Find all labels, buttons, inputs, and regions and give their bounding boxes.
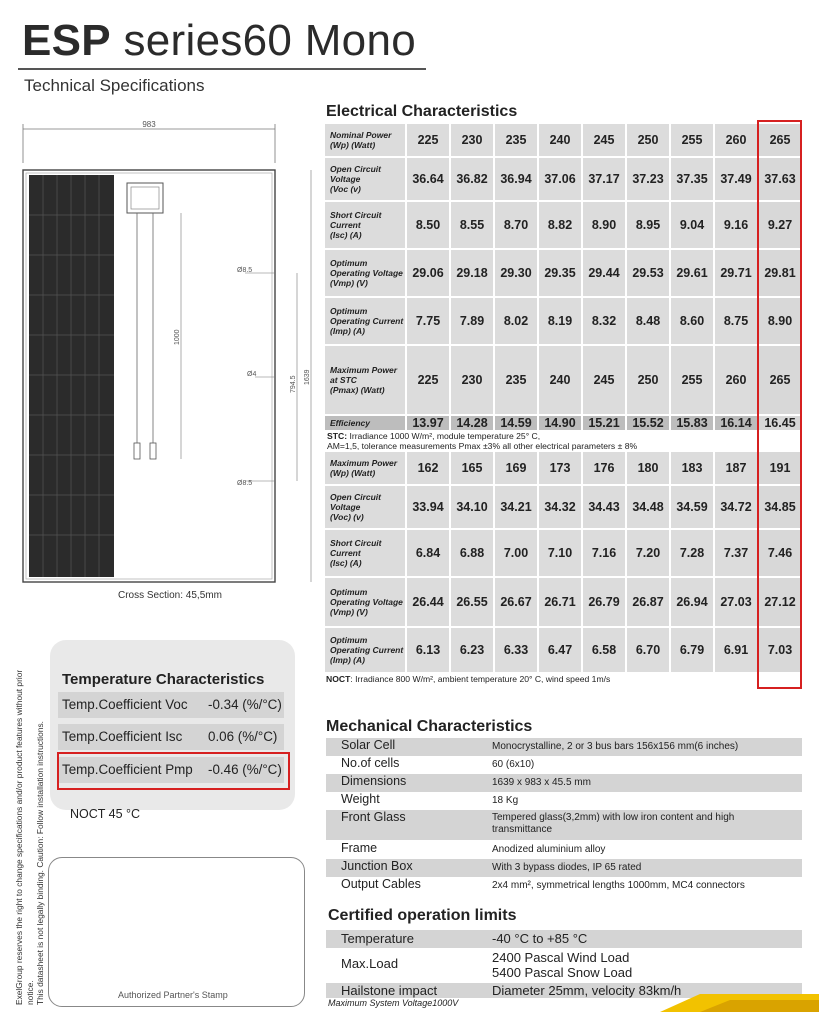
value-cell: 169 xyxy=(495,452,539,486)
value-cell: 7.03 xyxy=(759,628,803,674)
value-cell: 27.12 xyxy=(759,578,803,628)
row-label-line: Maximum Power xyxy=(330,458,398,468)
value-cell: 260 xyxy=(715,124,759,158)
value-cell: 230 xyxy=(451,346,495,416)
temp-label: Temp.Coefficient Voc xyxy=(62,697,188,712)
value-cell: 173 xyxy=(539,452,583,486)
limit-row-maxload xyxy=(326,950,802,982)
value-cell: 26.71 xyxy=(539,578,583,628)
value-cell: 34.32 xyxy=(539,486,583,530)
value-cell: 8.48 xyxy=(627,298,671,346)
stc-row xyxy=(325,202,803,250)
mech-row xyxy=(326,877,802,893)
value-cell: 8.70 xyxy=(495,202,539,250)
value-cell: 183 xyxy=(671,452,715,486)
temperature-title: Temperature Characteristics xyxy=(62,671,265,688)
corner-accent xyxy=(640,994,819,1012)
row-label-line: (Wp) (Watt) xyxy=(330,140,376,150)
hole-label-mid: Ø4 xyxy=(247,371,257,378)
mech-value: Anodized aluminium alloy xyxy=(492,844,606,855)
row-label-line: (Isc) (A) xyxy=(330,230,362,240)
row-label-line: Operating Voltage xyxy=(330,597,403,607)
temp-row-voc xyxy=(58,692,284,718)
value-cell: 8.75 xyxy=(715,298,759,346)
partner-stamp-label: Authorized Partner's Stamp xyxy=(118,990,228,1000)
mech-row xyxy=(326,774,802,792)
value-cell: 37.49 xyxy=(715,158,759,202)
max-system-voltage: Maximum System Voltage1000V xyxy=(328,998,459,1008)
mech-row xyxy=(326,792,802,810)
temp-value: 0.06 (%/°C) xyxy=(208,729,278,744)
stc-note-bold: STC: xyxy=(327,431,348,441)
value-cell: 260 xyxy=(715,346,759,416)
row-label-line: Voltage xyxy=(330,502,361,512)
noct-row xyxy=(325,486,803,530)
temp-label: Temp.Coefficient Isc xyxy=(62,729,183,744)
value-cell: 34.43 xyxy=(583,486,627,530)
value-cell: 36.94 xyxy=(495,158,539,202)
value-cell: 6.23 xyxy=(451,628,495,674)
mech-row xyxy=(326,756,802,774)
value-cell: 187 xyxy=(715,452,759,486)
value-cell: 8.90 xyxy=(583,202,627,250)
value-cell: 7.46 xyxy=(759,530,803,578)
pmp-highlight-box xyxy=(57,752,290,790)
module-drawing xyxy=(15,115,315,620)
value-cell: 8.82 xyxy=(539,202,583,250)
value-cell: 34.85 xyxy=(759,486,803,530)
stc-row xyxy=(325,416,803,432)
value-cell: 176 xyxy=(583,452,627,486)
electrical-stc-table xyxy=(325,124,803,432)
stc-row xyxy=(325,124,803,158)
value-cell: 6.91 xyxy=(715,628,759,674)
row-label-line: Operating Current xyxy=(330,316,404,326)
value-cell: 26.67 xyxy=(495,578,539,628)
hole-label-top: Ø8.5 xyxy=(237,267,253,274)
value-cell: 8.50 xyxy=(407,202,451,250)
value-cell: 14.28 xyxy=(451,416,495,432)
value-cell: 8.90 xyxy=(759,298,803,346)
value-cell: 255 xyxy=(671,346,715,416)
value-cell: 15.21 xyxy=(583,416,627,432)
mech-value: 60 (6x10) xyxy=(492,759,535,770)
value-cell: 225 xyxy=(407,124,451,158)
row-label-line: Voltage xyxy=(330,174,361,184)
noct-note-text: : Irradiance 800 W/m², ambient temperature 20° C, wind speed 1m/s xyxy=(350,674,611,684)
value-cell: 33.94 xyxy=(407,486,451,530)
limit-value: Diameter 25mm, velocity 83km/h xyxy=(492,983,682,998)
row-label xyxy=(325,124,407,158)
mech-value: 2x4 mm², symmetrical lengths 1000mm, MC4 connectors xyxy=(492,880,745,891)
value-cell: 7.28 xyxy=(671,530,715,578)
limit-key: Hailstone impact xyxy=(341,983,438,998)
row-label xyxy=(325,298,407,346)
value-cell: 7.10 xyxy=(539,530,583,578)
value-cell: 7.20 xyxy=(627,530,671,578)
stc-row xyxy=(325,250,803,298)
row-label-line: Optimum xyxy=(330,635,368,645)
value-cell: 265 xyxy=(759,346,803,416)
limits-title: Certified operation limits xyxy=(328,907,517,924)
row-label-line: Current xyxy=(330,220,361,230)
row-label-line: (Voc) (v) xyxy=(330,512,364,522)
title-divider xyxy=(18,68,426,70)
value-cell: 15.83 xyxy=(671,416,715,432)
disclaimer-line-1: ExelGroup reserves the right to change specifications and/or product features without prior notice. xyxy=(14,669,35,1005)
value-cell: 165 xyxy=(451,452,495,486)
mech-key: Output Cables xyxy=(341,877,421,891)
mech-key: No.of cells xyxy=(341,756,400,770)
value-cell: 7.75 xyxy=(407,298,451,346)
row-label-line: (Voc (v) xyxy=(330,184,361,194)
value-cell: 235 xyxy=(495,124,539,158)
row-label-line: Operating Current xyxy=(330,645,404,655)
mech-row xyxy=(326,841,802,859)
value-cell: 14.59 xyxy=(495,416,539,432)
limit-row-temperature xyxy=(326,930,802,948)
mech-row xyxy=(326,738,802,756)
stc-note xyxy=(327,431,707,451)
value-cell: 235 xyxy=(495,346,539,416)
row-label-line: Optimum xyxy=(330,306,368,316)
mech-value: 18 Kg xyxy=(492,795,519,806)
stc-row xyxy=(325,298,803,346)
value-cell: 9.04 xyxy=(671,202,715,250)
value-cell: 7.16 xyxy=(583,530,627,578)
value-cell: 6.47 xyxy=(539,628,583,674)
cable-dimension: 1000 xyxy=(174,329,181,345)
row-label-line: Optimum xyxy=(330,587,368,597)
value-cell: 9.16 xyxy=(715,202,759,250)
value-cell: 8.02 xyxy=(495,298,539,346)
mech-key: Dimensions xyxy=(341,774,407,788)
row-label-line: (Pmax) (Watt) xyxy=(330,385,385,395)
value-cell: 255 xyxy=(671,124,715,158)
width-dimension: 983 xyxy=(142,120,156,129)
mech-value: Monocrystalline, 2 or 3 bus bars 156x156 mm(6 inches) xyxy=(492,741,739,752)
brand-name: ESP xyxy=(22,16,111,65)
value-cell: 29.30 xyxy=(495,250,539,298)
value-cell: 240 xyxy=(539,346,583,416)
value-cell: 14.90 xyxy=(539,416,583,432)
row-label-line: at STC xyxy=(330,375,357,385)
value-cell: 29.06 xyxy=(407,250,451,298)
page-subtitle: Technical Specifications xyxy=(24,76,205,95)
value-cell: 34.21 xyxy=(495,486,539,530)
value-cell: 29.18 xyxy=(451,250,495,298)
value-cell: 36.64 xyxy=(407,158,451,202)
value-cell: 29.53 xyxy=(627,250,671,298)
value-cell: 9.27 xyxy=(759,202,803,250)
265w-column-highlight xyxy=(757,120,802,689)
row-label-line: Current xyxy=(330,548,361,558)
product-title xyxy=(22,16,416,66)
value-cell: 26.94 xyxy=(671,578,715,628)
row-label-line: (Wp) (Watt) xyxy=(330,468,376,478)
value-cell: 26.55 xyxy=(451,578,495,628)
value-cell: 26.79 xyxy=(583,578,627,628)
value-cell: 16.45 xyxy=(759,416,803,432)
value-cell: 34.10 xyxy=(451,486,495,530)
value-cell: 162 xyxy=(407,452,451,486)
value-cell: 230 xyxy=(451,124,495,158)
value-cell: 6.13 xyxy=(407,628,451,674)
value-cell: 180 xyxy=(627,452,671,486)
stc-row xyxy=(325,346,803,416)
value-cell: 37.06 xyxy=(539,158,583,202)
disclaimer-note xyxy=(14,645,46,1005)
row-label-line: Maximum Power xyxy=(330,365,398,375)
value-cell: 6.79 xyxy=(671,628,715,674)
noct-row xyxy=(325,578,803,628)
value-cell: 250 xyxy=(627,346,671,416)
row-label-line: Operating Voltage xyxy=(330,268,403,278)
mech-row xyxy=(326,859,802,877)
electrical-noct-table xyxy=(325,452,803,674)
hole-label-bottom: Ø8.5 xyxy=(237,480,253,487)
temp-value: -0.34 (%/°C) xyxy=(208,697,282,712)
value-cell: 37.35 xyxy=(671,158,715,202)
row-label xyxy=(325,346,407,416)
value-cell: 37.17 xyxy=(583,158,627,202)
value-cell: 29.44 xyxy=(583,250,627,298)
row-label xyxy=(325,486,407,530)
value-cell: 8.19 xyxy=(539,298,583,346)
value-cell: 26.87 xyxy=(627,578,671,628)
value-cell: 6.88 xyxy=(451,530,495,578)
stc-row xyxy=(325,158,803,202)
value-cell: 265 xyxy=(759,124,803,158)
value-cell: 37.63 xyxy=(759,158,803,202)
mech-key: Frame xyxy=(341,841,378,855)
height-dimension: 1639 xyxy=(304,369,311,385)
electrical-title: Electrical Characteristics xyxy=(326,103,518,120)
limit-value-2: 5400 Pascal Snow Load xyxy=(492,965,633,980)
noct-row xyxy=(325,452,803,486)
row-label-line: Open Circuit xyxy=(330,492,382,502)
mech-value: With 3 bypass diodes, IP 65 rated xyxy=(492,862,642,873)
value-cell: 225 xyxy=(407,346,451,416)
value-cell: 6.84 xyxy=(407,530,451,578)
value-cell: 245 xyxy=(583,124,627,158)
value-cell: 34.72 xyxy=(715,486,759,530)
mech-key: Solar Cell xyxy=(341,738,396,752)
temp-value: -0.46 (%/°C) xyxy=(208,762,282,777)
row-label xyxy=(325,250,407,298)
value-cell: 7.37 xyxy=(715,530,759,578)
row-label-line: Nominal Power xyxy=(330,130,392,140)
value-cell: 8.55 xyxy=(451,202,495,250)
mechanical-title: Mechanical Characteristics xyxy=(326,718,533,735)
value-cell: 240 xyxy=(539,124,583,158)
noct-row xyxy=(325,530,803,578)
value-cell: 15.52 xyxy=(627,416,671,432)
value-cell: 245 xyxy=(583,346,627,416)
row-label-line: Open Circuit xyxy=(330,164,382,174)
row-label xyxy=(325,578,407,628)
cross-section-label: Cross Section: 45,5mm xyxy=(118,590,222,601)
value-cell: 29.61 xyxy=(671,250,715,298)
value-cell: 36.82 xyxy=(451,158,495,202)
partner-stamp-box xyxy=(48,857,305,1007)
value-cell: 6.58 xyxy=(583,628,627,674)
row-label-line: Optimum xyxy=(330,258,368,268)
value-cell: 34.48 xyxy=(627,486,671,530)
disclaimer-line-2: This datasheet is not legally binding. Caution: Follow installation instructions. xyxy=(35,721,45,1005)
limit-key: Temperature xyxy=(341,931,414,946)
mech-value: Tempered glass(3,2mm) with low iron content and high transmittance xyxy=(492,812,735,835)
row-label-line: (Vmp) (V) xyxy=(330,278,368,288)
value-cell: 13.97 xyxy=(407,416,451,432)
row-label xyxy=(325,530,407,578)
value-cell: 6.33 xyxy=(495,628,539,674)
row-label-line: (Vmp) (V) xyxy=(330,607,368,617)
noct-temperature: NOCT 45 °C xyxy=(70,807,141,821)
row-label-line: Short Circuit xyxy=(330,538,382,548)
value-cell: 26.44 xyxy=(407,578,451,628)
mech-key: Weight xyxy=(341,792,380,806)
mech-row xyxy=(326,810,802,840)
temp-label: Temp.Coefficient Pmp xyxy=(62,762,193,777)
value-cell: 29.35 xyxy=(539,250,583,298)
value-cell: 34.59 xyxy=(671,486,715,530)
limit-value: -40 °C to +85 °C xyxy=(492,931,588,946)
temp-row-isc xyxy=(58,724,284,750)
value-cell: 191 xyxy=(759,452,803,486)
mech-value: 1639 x 983 x 45.5 mm xyxy=(492,777,591,788)
limit-value: 2400 Pascal Wind Load xyxy=(492,950,630,965)
value-cell: 29.71 xyxy=(715,250,759,298)
value-cell: 16.14 xyxy=(715,416,759,432)
inner-dimension: 794.5 xyxy=(290,375,297,393)
row-label xyxy=(325,158,407,202)
series-name: series60 Mono xyxy=(123,16,416,65)
value-cell: 8.95 xyxy=(627,202,671,250)
row-label-line: Short Circuit xyxy=(330,210,382,220)
row-label-line: Efficiency xyxy=(330,418,371,428)
noct-note-bold: NOCT xyxy=(326,674,351,684)
noct-row xyxy=(325,628,803,674)
row-label-line: (Imp) (A) xyxy=(330,655,365,665)
value-cell: 6.70 xyxy=(627,628,671,674)
row-label xyxy=(325,628,407,674)
row-label xyxy=(325,452,407,486)
value-cell: 7.00 xyxy=(495,530,539,578)
row-label xyxy=(325,202,407,250)
value-cell: 8.60 xyxy=(671,298,715,346)
row-label-line: (Isc) (A) xyxy=(330,558,362,568)
mech-key: Junction Box xyxy=(341,859,413,873)
value-cell: 250 xyxy=(627,124,671,158)
stc-note-line-1: Irradiance 1000 W/m², module temperature 25° C, xyxy=(347,431,541,441)
value-cell: 37.23 xyxy=(627,158,671,202)
stc-note-line-2: AM=1,5, tolerance measurements Pmax ±3% all other electrical parameters ± 8% xyxy=(327,441,638,451)
noct-note xyxy=(326,674,610,684)
value-cell: 27.03 xyxy=(715,578,759,628)
row-label xyxy=(325,416,407,432)
value-cell: 29.81 xyxy=(759,250,803,298)
mech-key: Front Glass xyxy=(341,810,406,824)
value-cell: 7.89 xyxy=(451,298,495,346)
value-cell: 8.32 xyxy=(583,298,627,346)
row-label-line: (Imp) (A) xyxy=(330,326,365,336)
limit-key: Max.Load xyxy=(341,956,399,971)
